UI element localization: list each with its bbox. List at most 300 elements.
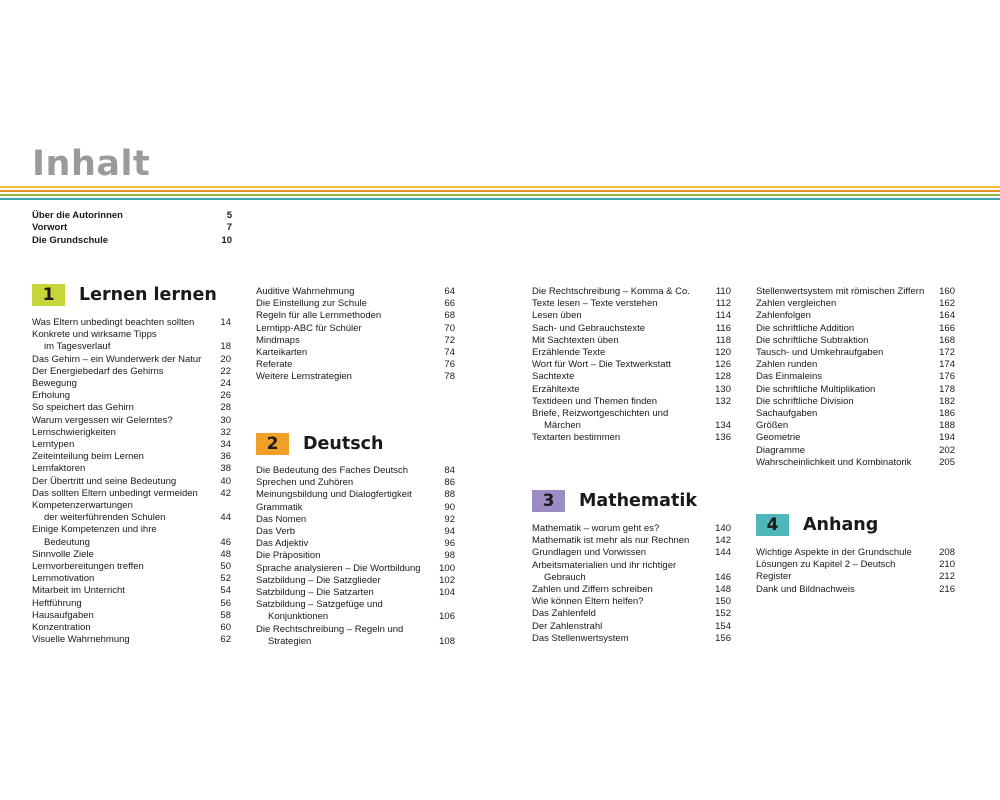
entry-title: der weiterführenden Schulen <box>44 512 166 524</box>
stripe <box>0 186 1000 188</box>
entry-title: Die schriftliche Addition <box>756 322 855 334</box>
entry-title: Texte lesen – Texte verstehen <box>532 298 658 310</box>
entry-title: Die Bedeutung des Faches Deutsch <box>256 465 409 476</box>
entry-page: 46 <box>220 536 231 548</box>
entry-page: 58 <box>220 609 231 621</box>
toc-entry[interactable] <box>32 549 231 561</box>
entry-page: 188 <box>939 420 955 432</box>
entry-page: 118 <box>715 334 731 346</box>
toc-entry[interactable] <box>532 420 731 432</box>
chapter-heading-lernen[interactable] <box>32 284 217 306</box>
entry-title: Geometrie <box>756 432 801 444</box>
entry-title: Einige Kompetenzen und ihre <box>32 524 157 536</box>
entry-page: 166 <box>939 322 955 334</box>
toc-entry[interactable] <box>256 624 455 636</box>
toc-entry[interactable] <box>756 347 955 359</box>
toc-entry[interactable] <box>532 286 731 298</box>
toc-entry[interactable] <box>256 526 455 538</box>
toc-entry[interactable] <box>32 610 231 622</box>
entry-title: Der Energiebedarf des Gehirns <box>32 365 164 377</box>
entry-title: Sinnvolle Ziele <box>32 548 94 560</box>
toc-entry[interactable] <box>32 585 231 597</box>
entry-title: Meinungsbildung und Dialogfertigkeit <box>256 489 412 501</box>
entry-page: 160 <box>939 286 955 297</box>
toc-entry[interactable] <box>532 584 731 596</box>
entry-page: 132 <box>715 395 731 407</box>
toc-entry[interactable] <box>32 488 231 500</box>
toc-entry[interactable] <box>32 561 231 573</box>
toc-entry[interactable] <box>532 347 731 359</box>
stripe <box>0 194 1000 196</box>
entry-page: 104 <box>439 587 455 599</box>
entry-title: Lerntypen <box>32 439 75 451</box>
entry-page: 14 <box>220 317 231 328</box>
entry-page: 5 <box>226 210 232 221</box>
entry-page: 20 <box>220 353 231 365</box>
toc-entry[interactable] <box>532 359 731 371</box>
toc-entry[interactable] <box>532 523 731 535</box>
entry-title: Erholung <box>32 390 71 402</box>
toc-entry[interactable] <box>32 439 231 451</box>
entry-page: 150 <box>715 596 731 608</box>
toc-entry[interactable] <box>256 538 455 550</box>
entry-title: Zahlenfolgen <box>756 310 811 322</box>
chapter-heading-anhang[interactable] <box>756 514 878 536</box>
entry-page: 134 <box>715 420 731 432</box>
entry-page: 90 <box>444 501 455 513</box>
toc-entry[interactable] <box>756 323 955 335</box>
toc-entry[interactable] <box>532 633 731 645</box>
entry-page: 92 <box>444 513 455 525</box>
toc-entry[interactable] <box>32 354 231 366</box>
chapter-number-badge: 3 <box>532 490 565 512</box>
entry-page: 36 <box>220 451 231 463</box>
entry-page: 144 <box>715 547 731 559</box>
toc-entry[interactable] <box>32 512 231 524</box>
entry-page: 18 <box>220 341 231 353</box>
entry-title: Sprache analysieren – Die Wortbildung <box>256 562 421 574</box>
toc-entry[interactable] <box>532 384 731 396</box>
entry-title: Strategien <box>268 635 312 647</box>
entry-page: 156 <box>715 632 731 644</box>
toc-entry[interactable] <box>32 476 231 488</box>
entry-title: Dank und Bildnachweis <box>756 583 855 595</box>
entry-title: Vorwort <box>32 222 68 234</box>
toc-entry[interactable] <box>256 502 455 514</box>
entry-title: Weitere Lernstrategien <box>256 371 352 383</box>
toc-entry[interactable] <box>532 572 731 584</box>
entry-page: 88 <box>444 489 455 501</box>
entry-title: Bedeutung <box>44 536 90 548</box>
entry-page: 98 <box>444 550 455 562</box>
entry-title: Mindmaps <box>256 334 300 346</box>
entry-page: 142 <box>715 535 731 547</box>
toc-entry[interactable] <box>32 415 231 427</box>
entry-page: 7 <box>226 222 232 234</box>
entry-title: Wort für Wort – Die Textwerkstatt <box>532 359 671 371</box>
decorative-stripes <box>0 186 1000 202</box>
entry-title: So speichert das Gehirn <box>32 402 134 414</box>
entry-page: 100 <box>439 562 455 574</box>
entry-page: 28 <box>220 402 231 414</box>
toc-entry[interactable] <box>756 396 955 408</box>
toc-entry[interactable] <box>256 563 455 575</box>
entry-page: 54 <box>220 585 231 597</box>
entry-title: Wichtige Aspekte in der Grundschule <box>756 547 912 558</box>
toc-entry[interactable] <box>756 286 955 298</box>
toc-entry[interactable] <box>256 286 455 298</box>
intro-list <box>32 210 232 247</box>
entry-page: 48 <box>220 548 231 560</box>
entry-page: 96 <box>444 538 455 550</box>
entry-title: Wie können Eltern helfen? <box>532 596 644 608</box>
chapter-heading-mathematik[interactable] <box>532 490 697 512</box>
entry-title: Stellenwertsystem mit römischen Ziffern <box>756 286 925 297</box>
entry-page: 32 <box>220 426 231 438</box>
entry-title: Hausaufgaben <box>32 609 94 621</box>
entry-title: Konkrete und wirksame Tipps <box>32 329 157 341</box>
entry-title: Satzbildung – Die Satzarten <box>256 587 374 599</box>
entry-title: Textideen und Themen finden <box>532 395 657 407</box>
entry-title: Der Übertritt und seine Bedeutung <box>32 475 177 487</box>
chapter-title: Deutsch <box>303 434 384 454</box>
entry-title: Mathematik – worum geht es? <box>532 523 660 534</box>
entry-title: Sach- und Gebrauchstexte <box>532 322 646 334</box>
toc-entry[interactable] <box>256 359 455 371</box>
toc-entry[interactable] <box>32 598 231 610</box>
toc-entry[interactable] <box>256 477 455 489</box>
chapter-title: Mathematik <box>579 491 697 511</box>
entry-page: 86 <box>444 477 455 489</box>
entry-title: Tausch- und Umkehraufgaben <box>756 347 884 359</box>
toc-entry[interactable] <box>756 384 955 396</box>
entry-page: 182 <box>939 395 955 407</box>
toc-entry[interactable] <box>756 547 955 559</box>
entry-page: 194 <box>939 432 955 444</box>
toc-entry[interactable] <box>756 408 955 420</box>
entry-page: 30 <box>220 414 231 426</box>
toc-entry[interactable] <box>256 465 455 477</box>
entry-title: Das Verb <box>256 526 296 538</box>
entry-title: Lernschwierigkeiten <box>32 426 116 438</box>
chapter-number-badge: 4 <box>756 514 789 536</box>
entry-title: Wahrscheinlichkeit und Kombinatorik <box>756 456 912 468</box>
entry-title: Sachaufgaben <box>756 408 818 420</box>
toc-entry[interactable] <box>256 323 455 335</box>
toc-entry[interactable] <box>532 323 731 335</box>
entry-page: 162 <box>939 298 955 310</box>
toc-entry[interactable] <box>256 587 455 599</box>
toc-entry[interactable] <box>256 599 455 611</box>
entry-page: 128 <box>715 371 731 383</box>
entry-title: Grammatik <box>256 501 303 513</box>
entry-page: 212 <box>939 571 955 583</box>
entry-page: 94 <box>444 526 455 538</box>
entry-page: 174 <box>939 359 955 371</box>
entry-page: 72 <box>444 334 455 346</box>
entry-page <box>709 560 731 572</box>
entry-page: 178 <box>939 383 955 395</box>
toc-entry[interactable] <box>532 335 731 347</box>
entry-title: Das Gehirn – ein Wunderwerk der Natur <box>32 353 202 365</box>
entry-title: Bewegung <box>32 378 77 390</box>
entry-page: 176 <box>939 371 955 383</box>
entry-page: 76 <box>444 359 455 371</box>
entry-title: Die schriftliche Division <box>756 395 854 407</box>
entry-page: 154 <box>715 620 731 632</box>
toc-entry[interactable] <box>32 402 231 414</box>
entry-page: 136 <box>715 432 731 444</box>
entry-page: 110 <box>715 286 731 297</box>
entry-title: Gebrauch <box>544 571 586 583</box>
entry-page: 102 <box>439 574 455 586</box>
entry-title: Was Eltern unbedingt beachten sollten <box>32 317 195 328</box>
toc-list-lernen-2 <box>256 286 455 384</box>
toc-entry[interactable] <box>756 584 955 596</box>
entry-page: 40 <box>220 475 231 487</box>
toc-entry[interactable] <box>32 537 231 549</box>
entry-title: Zahlen vergleichen <box>756 298 837 310</box>
stripe <box>0 198 1000 200</box>
entry-page: 164 <box>939 310 955 322</box>
toc-entry[interactable] <box>756 559 955 571</box>
chapter-title: Lernen lernen <box>79 285 217 305</box>
toc-entry[interactable] <box>256 310 455 322</box>
entry-page: 172 <box>939 347 955 359</box>
entry-title: Die Rechtschreibung – Regeln und <box>256 623 404 635</box>
entry-title: Märchen <box>544 420 581 432</box>
toc-entry[interactable] <box>756 310 955 322</box>
toc-entry[interactable] <box>756 371 955 383</box>
entry-title: Kompetenzerwartungen <box>32 500 133 512</box>
toc-entry[interactable] <box>532 298 731 310</box>
toc-entry[interactable] <box>756 457 955 469</box>
toc-entry[interactable] <box>32 366 231 378</box>
entry-page: 22 <box>220 365 231 377</box>
entry-title: Textarten bestimmen <box>532 432 621 444</box>
entry-title: Die Präposition <box>256 550 321 562</box>
entry-title: Diagramme <box>756 444 806 456</box>
toc-entry[interactable] <box>256 611 455 623</box>
toc-list-mathematik-1 <box>532 523 731 645</box>
entry-page: 202 <box>939 444 955 456</box>
entry-page <box>433 624 455 636</box>
entry-page: 152 <box>715 608 731 620</box>
entry-page <box>433 599 455 611</box>
entry-page: 84 <box>444 465 455 476</box>
entry-page: 56 <box>220 597 231 609</box>
entry-title: Mathematik ist mehr als nur Rechnen <box>532 535 690 547</box>
entry-title: Regeln für alle Lernmethoden <box>256 310 382 322</box>
entry-title: Lernvorbereitungen treffen <box>32 561 144 573</box>
toc-entry[interactable] <box>532 608 731 620</box>
toc-list-mathematik-2 <box>756 286 955 469</box>
entry-page: 106 <box>439 611 455 623</box>
entry-page: 34 <box>220 439 231 451</box>
entry-page: 42 <box>220 487 231 499</box>
page-title: Inhalt <box>32 144 151 184</box>
entry-page: 216 <box>939 583 955 595</box>
entry-page: 114 <box>715 310 731 322</box>
entry-title: Das Einmaleins <box>756 371 822 383</box>
entry-title: Register <box>756 571 792 583</box>
toc-entry[interactable] <box>532 547 731 559</box>
toc-entry[interactable] <box>32 463 231 475</box>
chapter-heading-deutsch[interactable] <box>256 433 383 455</box>
entry-title: Konjunktionen <box>268 611 329 623</box>
intro-entry[interactable] <box>32 222 232 234</box>
entry-title: Warum vergessen wir Gelerntes? <box>32 414 173 426</box>
toc-entry[interactable] <box>256 371 455 383</box>
entry-title: Zahlen runden <box>756 359 818 371</box>
entry-page <box>209 500 231 512</box>
entry-page: 140 <box>715 523 731 534</box>
toc-entry[interactable] <box>756 445 955 457</box>
entry-page: 66 <box>444 298 455 310</box>
entry-page: 52 <box>220 573 231 585</box>
entry-title: Das Zahlenfeld <box>532 608 596 620</box>
toc-entry[interactable] <box>256 347 455 359</box>
toc-list-lernen-1 <box>32 317 231 646</box>
entry-title: Lerntipp-ABC für Schüler <box>256 322 362 334</box>
toc-entry[interactable] <box>32 500 231 512</box>
entry-page: 148 <box>715 584 731 596</box>
toc-entry[interactable] <box>756 571 955 583</box>
entry-title: Die schriftliche Multiplikation <box>756 383 876 395</box>
entry-page: 62 <box>220 634 231 646</box>
entry-title: Das sollten Eltern unbedingt vermeiden <box>32 487 198 499</box>
entry-title: Zeiteinteilung beim Lernen <box>32 451 144 463</box>
entry-page: 205 <box>939 456 955 468</box>
entry-title: Auditive Wahrnehmung <box>256 286 355 297</box>
toc-entry[interactable] <box>532 432 731 444</box>
entry-title: Das Nomen <box>256 513 307 525</box>
toc-entry[interactable] <box>256 550 455 562</box>
entry-page: 26 <box>220 390 231 402</box>
entry-page: 74 <box>444 347 455 359</box>
toc-entry[interactable] <box>256 636 455 648</box>
entry-page <box>709 408 731 420</box>
intro-entry[interactable] <box>32 235 232 247</box>
entry-page: 50 <box>220 561 231 573</box>
toc-entry[interactable] <box>532 535 731 547</box>
entry-title: Visuelle Wahrnehmung <box>32 634 130 646</box>
entry-title: im Tagesverlauf <box>44 341 111 353</box>
entry-title: Zahlen und Ziffern schreiben <box>532 584 653 596</box>
toc-entry[interactable] <box>256 489 455 501</box>
entry-page: 112 <box>715 298 731 310</box>
entry-page: 60 <box>220 622 231 634</box>
toc-entry[interactable] <box>256 298 455 310</box>
toc-list-deutsch-1 <box>256 465 455 648</box>
toc-entry[interactable] <box>532 621 731 633</box>
entry-page: 130 <box>715 383 731 395</box>
entry-title: Über die Autorinnen <box>32 210 123 221</box>
entry-page: 146 <box>715 571 731 583</box>
entry-title: Das Stellenwertsystem <box>532 632 629 644</box>
entry-page: 68 <box>444 310 455 322</box>
entry-title: Erzählende Texte <box>532 347 606 359</box>
toc-list-deutsch-2 <box>532 286 731 445</box>
toc-entry[interactable] <box>756 298 955 310</box>
toc-entry[interactable] <box>756 420 955 432</box>
entry-title: Heftführung <box>32 597 82 609</box>
toc-entry[interactable] <box>32 390 231 402</box>
toc-entry[interactable] <box>256 335 455 347</box>
entry-page: 116 <box>715 322 731 334</box>
entry-page: 210 <box>939 559 955 571</box>
toc-entry[interactable] <box>256 514 455 526</box>
entry-page: 24 <box>220 378 231 390</box>
entry-page: 38 <box>220 463 231 475</box>
toc-entry[interactable] <box>532 396 731 408</box>
entry-page <box>209 524 231 536</box>
entry-title: Grundlagen und Vorwissen <box>532 547 647 559</box>
entry-page: 168 <box>939 334 955 346</box>
entry-page: 10 <box>221 234 232 246</box>
entry-title: Mit Sachtexten üben <box>532 334 619 346</box>
entry-page: 108 <box>439 635 455 647</box>
toc-entry[interactable] <box>532 560 731 572</box>
toc-entry[interactable] <box>32 341 231 353</box>
entry-title: Konzentration <box>32 622 91 634</box>
entry-title: Lesen üben <box>532 310 582 322</box>
entry-title: Sachtexte <box>532 371 575 383</box>
toc-entry[interactable] <box>32 427 231 439</box>
entry-title: Der Zahlenstrahl <box>532 620 603 632</box>
entry-page: 186 <box>939 408 955 420</box>
entry-page: 208 <box>939 547 955 558</box>
entry-title: Lösungen zu Kapitel 2 – Deutsch <box>756 559 896 571</box>
entry-title: Arbeitsmaterialien und ihr richtiger <box>532 559 677 571</box>
toc-entry[interactable] <box>756 432 955 444</box>
toc-entry[interactable] <box>32 451 231 463</box>
toc-entry[interactable] <box>32 524 231 536</box>
entry-title: Lernmotivation <box>32 573 95 585</box>
toc-entry[interactable] <box>32 573 231 585</box>
entry-title: Satzbildung – Die Satzglieder <box>256 574 381 586</box>
toc-entry[interactable] <box>32 329 231 341</box>
toc-entry[interactable] <box>32 634 231 646</box>
entry-page: 44 <box>220 512 231 524</box>
toc-entry[interactable] <box>32 378 231 390</box>
entry-title: Die Rechtschreibung – Komma & Co. <box>532 286 690 297</box>
toc-entry[interactable] <box>32 317 231 329</box>
entry-page: 126 <box>715 359 731 371</box>
entry-page: 78 <box>444 371 455 383</box>
toc-entry[interactable] <box>256 575 455 587</box>
entry-page: 120 <box>715 347 731 359</box>
toc-entry[interactable] <box>32 622 231 634</box>
toc-entry[interactable] <box>532 596 731 608</box>
entry-title: Die Einstellung zur Schule <box>256 298 367 310</box>
entry-title: Sprechen und Zuhören <box>256 477 354 489</box>
entry-title: Referate <box>256 359 293 371</box>
toc-entry[interactable] <box>756 335 955 347</box>
toc-entry[interactable] <box>532 310 731 322</box>
chapter-number-badge: 1 <box>32 284 65 306</box>
entry-title: Briefe, Reizwortgeschichten und <box>532 408 669 420</box>
toc-entry[interactable] <box>532 408 731 420</box>
entry-title: Erzähltexte <box>532 383 580 395</box>
entry-title: Die schriftliche Subtraktion <box>756 334 869 346</box>
intro-entry[interactable] <box>32 210 232 222</box>
toc-entry[interactable] <box>756 359 955 371</box>
toc-entry[interactable] <box>532 371 731 383</box>
entry-title: Das Adjektiv <box>256 538 309 550</box>
entry-title: Mitarbeit im Unterricht <box>32 585 125 597</box>
entry-title: Größen <box>756 420 789 432</box>
